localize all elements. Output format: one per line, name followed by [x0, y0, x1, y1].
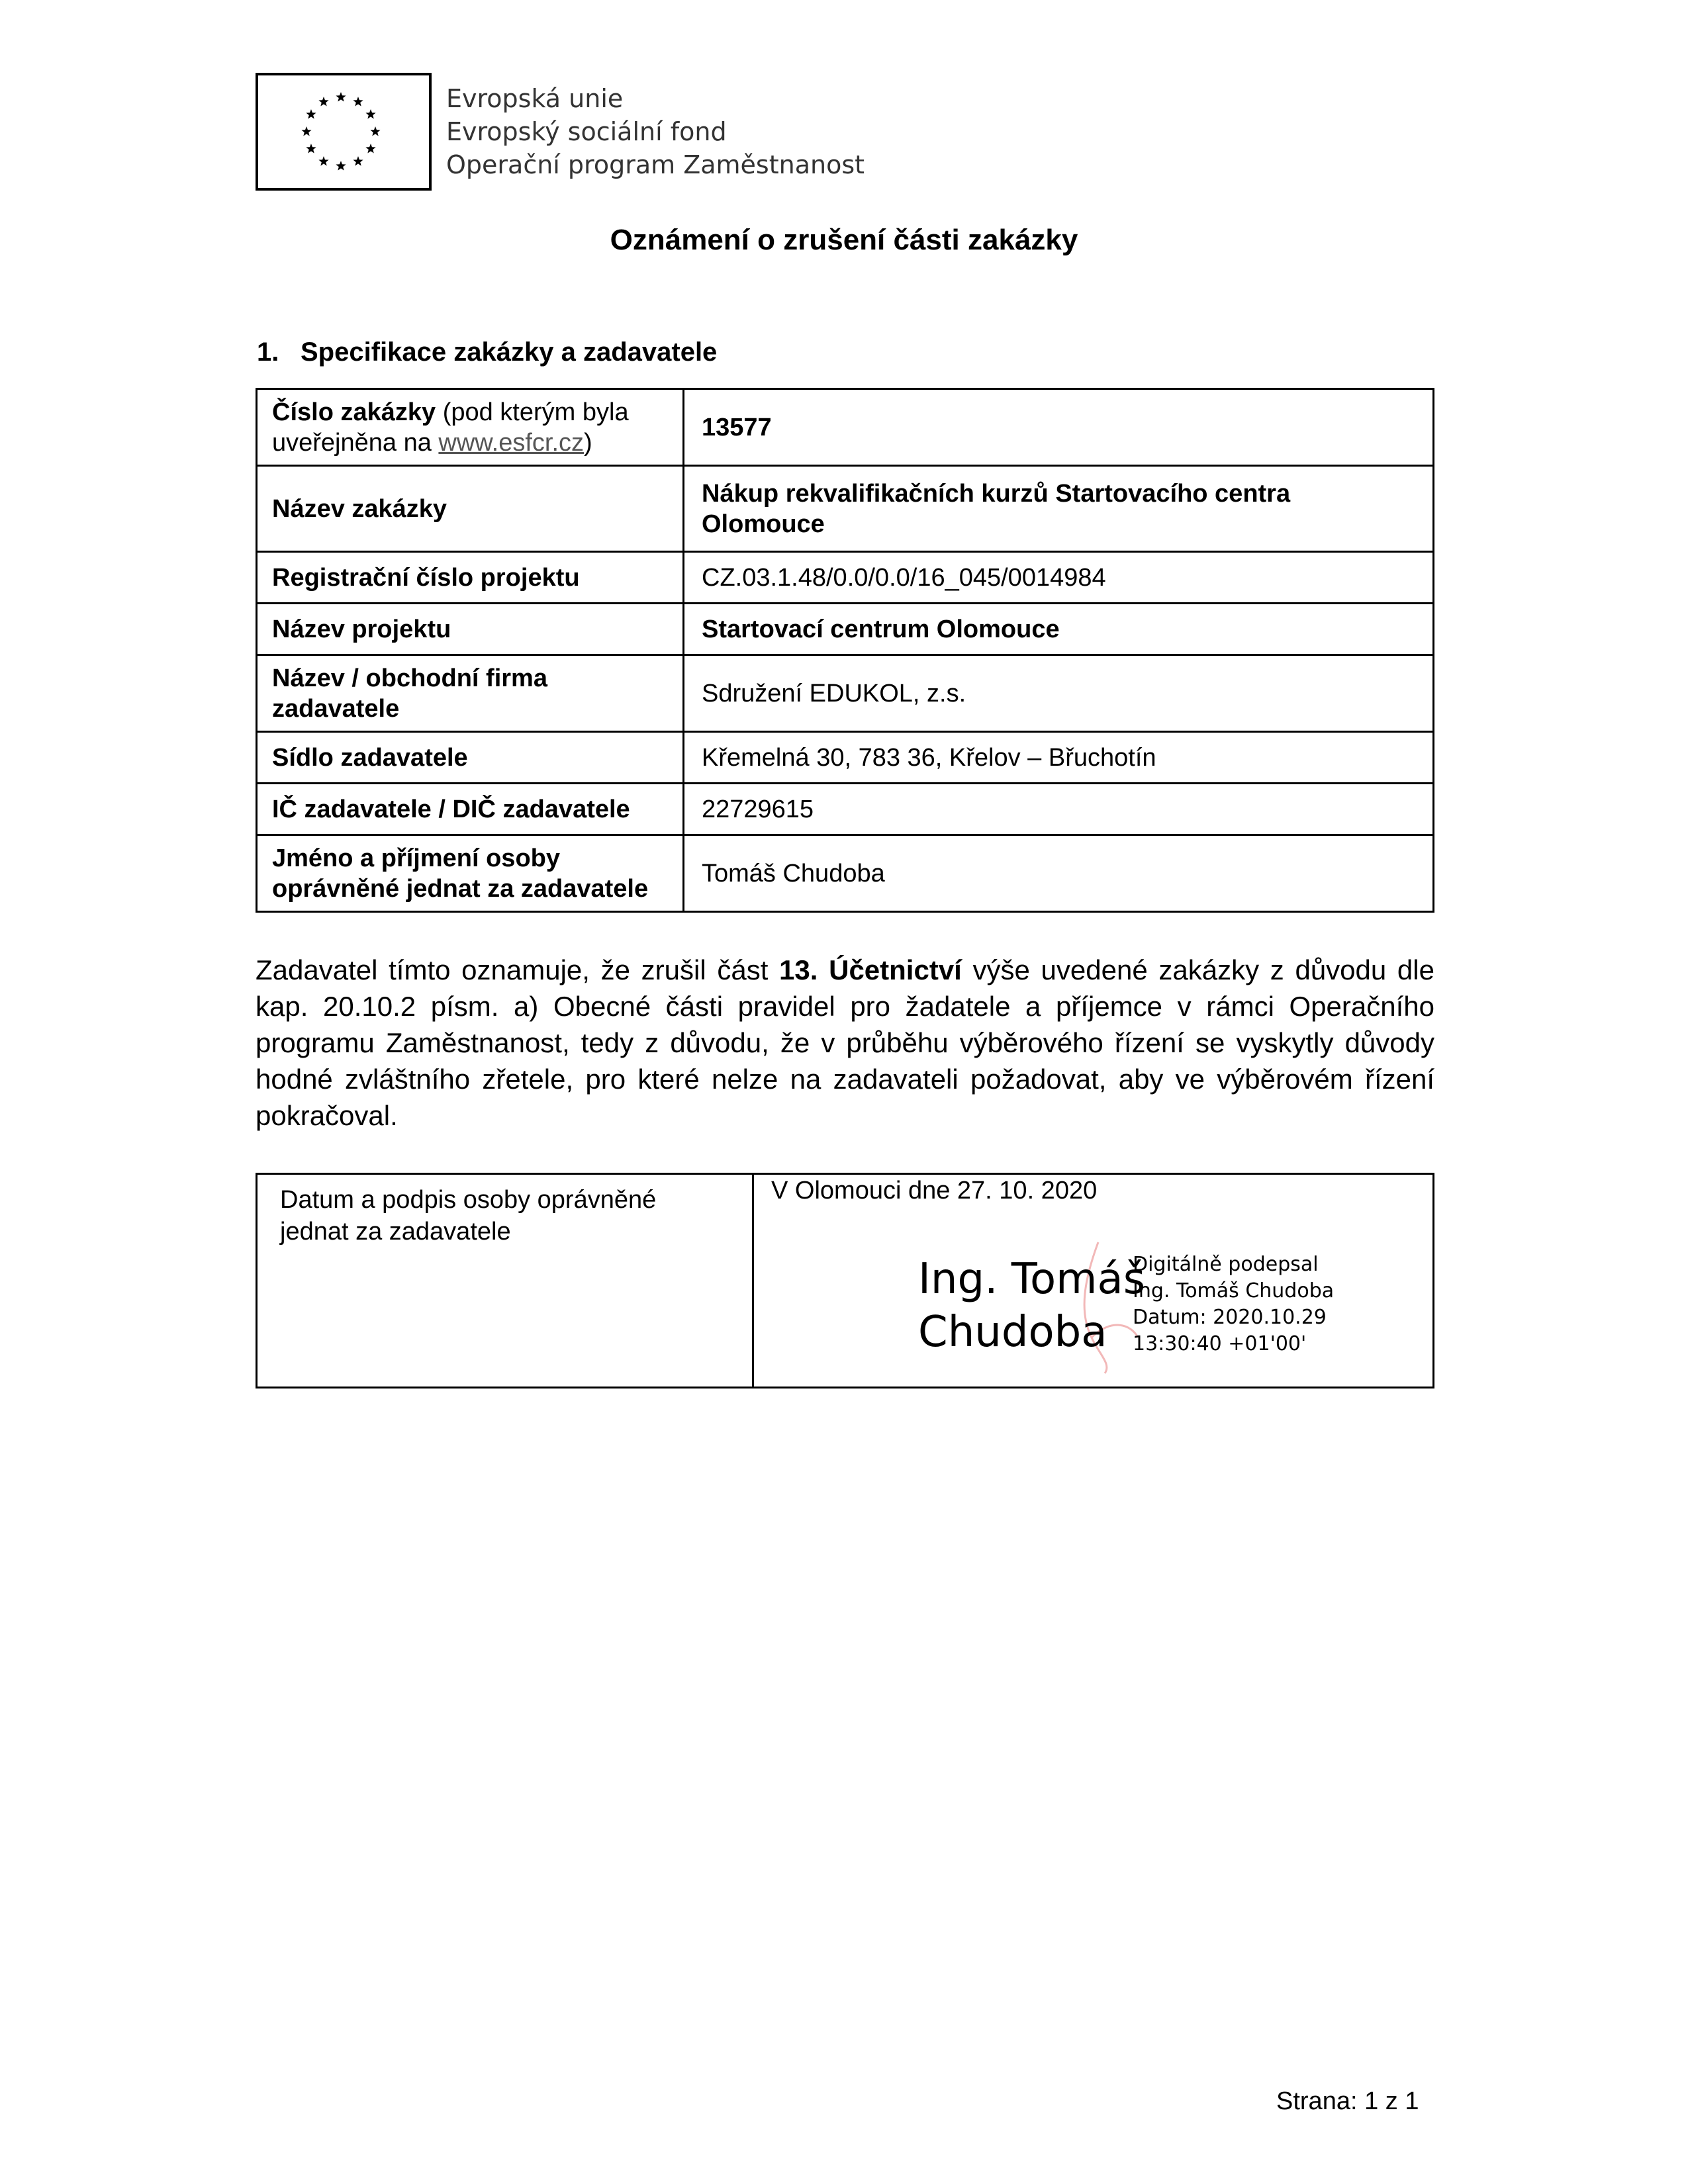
label-normal: (pod kterým byla uveřejněna na	[272, 398, 629, 457]
eu-logo	[256, 73, 432, 191]
row-label: Sídlo zadavatele	[257, 732, 684, 784]
label-normal-close: )	[584, 428, 592, 457]
row-label: Registrační číslo projektu	[257, 552, 684, 604]
page-number: Strana: 1 z 1	[1276, 2087, 1419, 2115]
digital-signature-line-1: Digitálně podepsal	[1133, 1253, 1319, 1276]
row-value: Sdružení EDUKOL, z.s.	[684, 655, 1434, 732]
row-label: Jméno a příjmení osoby oprávněné jednat za zadavatele	[257, 835, 684, 912]
star-icon	[370, 126, 380, 136]
star-icon	[365, 109, 375, 118]
star-icon	[336, 92, 346, 101]
table-row	[257, 835, 1434, 912]
digital-signature-line-3: Datum: 2020.10.29	[1133, 1306, 1327, 1329]
row-value: CZ.03.1.48/0.0/0.0/16_045/0014984	[684, 552, 1434, 604]
paragraph-bold-part: 13. Účetnictví	[779, 954, 962, 985]
star-icon	[301, 126, 311, 136]
logo-line-3: Operační program Zaměstnanost	[446, 150, 865, 179]
signer-name-line-1: Ing. Tomáš	[918, 1255, 1146, 1304]
signature-table	[256, 1173, 1434, 1388]
logo-text	[446, 82, 865, 181]
table-row	[257, 604, 1434, 655]
place-date: V Olomouci dne 27. 10. 2020	[771, 1177, 1098, 1205]
section-heading	[257, 338, 717, 367]
star-icon	[306, 144, 316, 153]
cancellation-paragraph	[256, 952, 1434, 1134]
row-label: IČ zadavatele / DIČ zadavatele	[257, 784, 684, 835]
logo-line-1: Evropská unie	[446, 84, 624, 113]
esfcr-link[interactable]: www.esfcr.cz	[438, 428, 585, 457]
table-row	[257, 784, 1434, 835]
paragraph-text-before: Zadavatel tímto oznamuje, že zrušil část	[256, 954, 780, 985]
star-icon	[306, 109, 316, 118]
row-value: Tomáš Chudoba	[684, 835, 1434, 912]
row-label: Název projektu	[257, 604, 684, 655]
row-value: Nákup rekvalifikačních kurzů Startovacího centra Olomouce	[684, 466, 1434, 552]
star-icon	[353, 97, 363, 106]
star-icon	[318, 97, 328, 106]
section-number: 1.	[257, 338, 279, 367]
star-icon	[336, 161, 346, 170]
eu-stars-flag-icon	[258, 75, 429, 188]
paragraph-text-after: výše uvedené zakázky z důvodu dle kap. 20.10.2 písm. a) Obecné části pravidel pro žadatele a příjemce v rámci Operačního programu Zaměstnanost, tedy z důvodu, že v průběhu výběrového řízení se vyskytly důvody hodné zvláštního zřetele, pro které nelze na zadavateli požadovat, aby ve výběrovém řízení pokračoval.	[256, 954, 1434, 1131]
row-value: 22729615	[684, 784, 1434, 835]
star-icon	[353, 156, 363, 165]
document-title: Oznámení o zrušení části zakázky	[610, 224, 1078, 256]
signer-name-line-2: Chudoba	[918, 1308, 1107, 1357]
row-label: Název / obchodní firma zadavatele	[257, 655, 684, 732]
table-row	[257, 732, 1434, 784]
table-row	[257, 552, 1434, 604]
star-icon	[365, 144, 375, 153]
table-row	[257, 655, 1434, 732]
specification-table	[256, 388, 1434, 913]
signature-label-cell	[258, 1175, 754, 1387]
signature-label: Datum a podpis osoby oprávněné jednat za zadavatele	[280, 1186, 657, 1246]
label-bold: Číslo zakázky	[272, 398, 436, 426]
table-row	[257, 466, 1434, 552]
section-heading-text: Specifikace zakázky a zadavatele	[301, 338, 718, 367]
row-value: Startovací centrum Olomouce	[684, 604, 1434, 655]
row-label: Název zakázky	[257, 466, 684, 552]
row-value: Křemelná 30, 783 36, Křelov – Břuchotín	[684, 732, 1434, 784]
row-label	[257, 389, 684, 466]
digital-signature-line-4: 13:30:40 +01'00'	[1133, 1332, 1307, 1355]
table-row	[257, 389, 1434, 466]
logo-line-2: Evropský sociální fond	[446, 117, 727, 146]
row-value: 13577	[684, 389, 1434, 466]
signer-name	[918, 1253, 1145, 1359]
digital-signature-details	[1133, 1251, 1334, 1357]
digital-signature-line-2: Ing. Tomáš Chudoba	[1133, 1279, 1335, 1302]
star-icon	[318, 156, 328, 165]
